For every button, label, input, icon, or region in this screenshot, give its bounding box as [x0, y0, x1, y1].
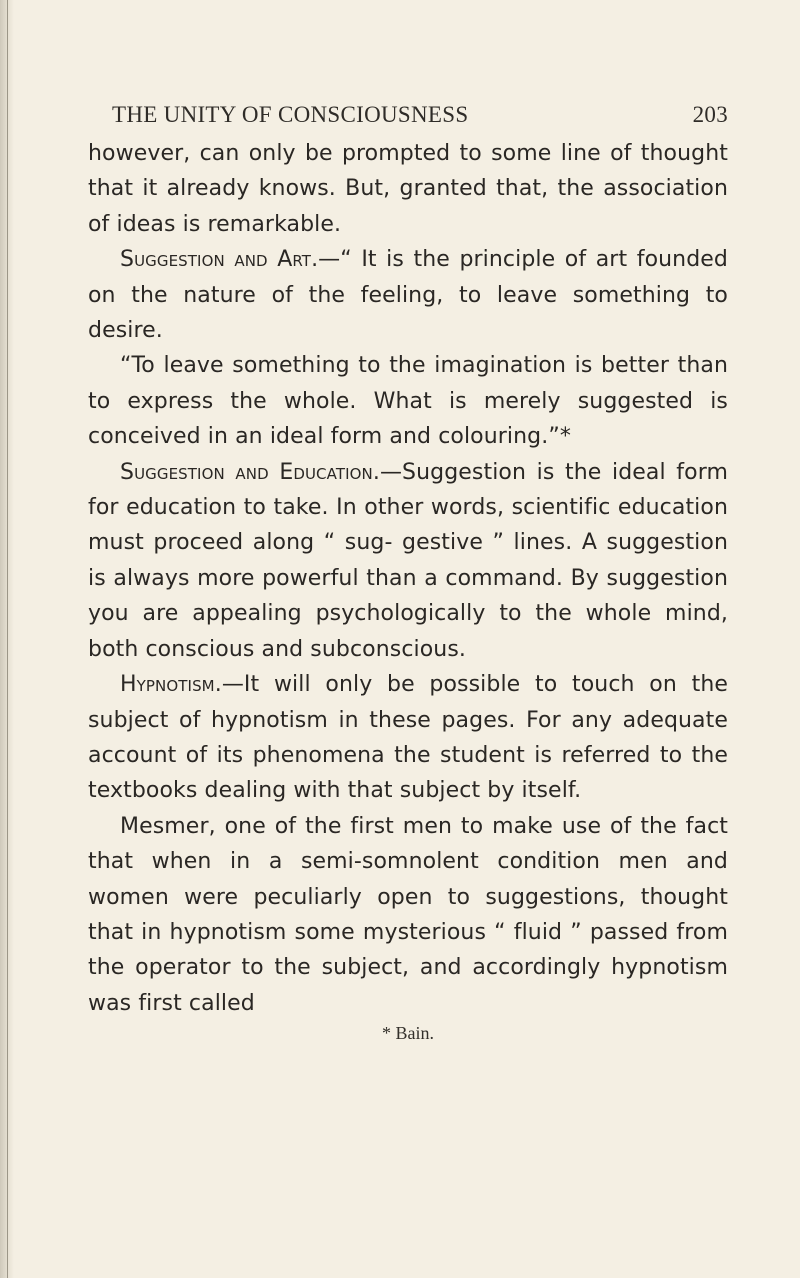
paragraph-text: —“ It is the principle of art founded on the nature of the feeling, to leave something to desire.	[88, 247, 728, 344]
gutter-edge-line	[7, 0, 8, 1278]
paragraph-suggestion-and-education	[88, 455, 728, 667]
book-page	[88, 96, 728, 1044]
paragraph-continuation	[88, 136, 728, 242]
paragraph-text: —Suggestion is the ideal form for education to take. In other words, scientific education must proceed along “ sug- gestive ” lines. A suggestion is always more powerful than a command. By suggestion you are appealing psychologically to the whole mind, both conscious and subconscious.	[88, 459, 729, 662]
paragraph-heading: Suggestion and Education.	[120, 459, 380, 485]
paragraph-heading: Hypnotism.	[120, 672, 222, 698]
paragraph-quotation	[88, 348, 728, 454]
paragraph-heading: Suggestion and Art.	[120, 247, 319, 273]
running-head-title: THE UNITY OF CONSCIOUSNESS	[112, 102, 469, 127]
running-head	[88, 96, 728, 136]
paragraph-text: “To leave something to the imagination is better than to express the whole. What is merely suggested is conceived in an ideal form and colouring.”*	[88, 353, 728, 450]
body-text	[88, 136, 728, 1021]
paragraph-hypnotism	[88, 667, 728, 809]
page-number: 203	[692, 102, 728, 127]
paragraph-text: however, can only be prompted to some line of thought that it already knows. But, granted that, the association of ideas is remarkable.	[88, 141, 728, 237]
footnote: * Bain.	[382, 1023, 434, 1044]
paragraph-text: —It will only be possible to touch on the subject of hypnotism in these pages. For any adequate account of its phenomena the student is referred to the textbooks dealing with that subject by itself.	[88, 672, 728, 804]
paragraph-mesmer	[88, 809, 728, 1021]
paragraph-text: Mesmer, one of the first men to make use of the fact that when in a semi-somnolent condition men and women were peculiarly open to suggestions, thought that in hypnotism some mysterious “ fluid ” passed from the operator to the subject, and accordingly hypnotism was first called	[88, 813, 728, 1016]
paragraph-suggestion-and-art	[88, 242, 728, 348]
